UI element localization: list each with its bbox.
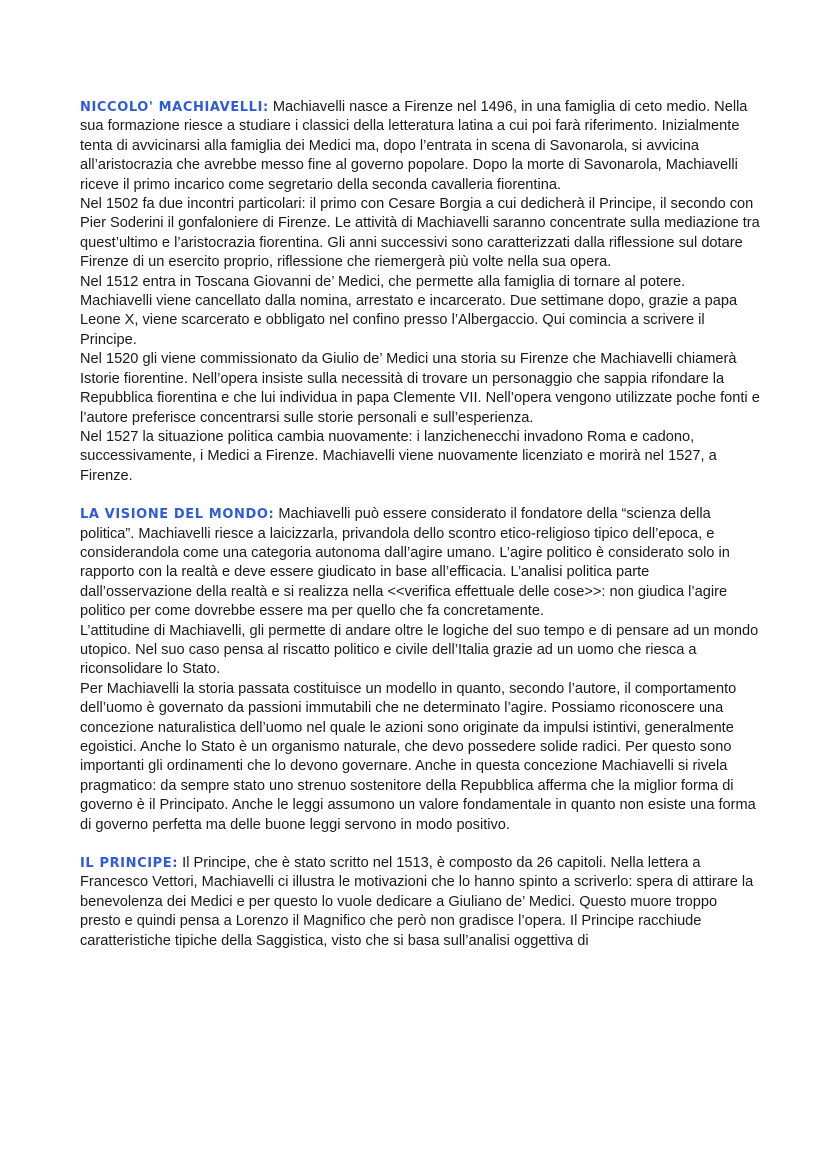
paragraph-text: Machiavelli nasce a Firenze nel 1496, in una famiglia di ceto medio. Nella sua formazione riesce a studiare i classici della letteratura latina a cui poi farà riferimento. Inizialmente tenta di avvicinarsi alla famiglia dei Medici ma, dopo l’entrata in scena di Savonarola, si avvicina all’aristocrazia che avrebbe messo fine al governo popolare. Dopo la morte di Savonarola, Machiavelli riceve il primo incarico come segretario della seconda cavalleria fiorentina. [80, 99, 748, 193]
paragraph: L’attitudine di Machiavelli, gli permette di andare oltre le logiche del suo tempo e di pensare ad un mondo utopico. Nel suo caso pensa al riscatto politico e civile dell’Italia grazie ad un uomo che riesca a riconsolidare lo Stato. [80, 622, 759, 678]
section-biografia [80, 98, 760, 486]
paragraph [80, 98, 760, 195]
paragraph: Nel 1520 gli viene commissionato da Giulio de’ Medici una storia su Firenze che Machiavelli chiamerà Istorie fiorentine. Nell’opera insiste sulla necessità di trovare un personaggio che sappia rifondare la Repubblica fiorentina e che lui individua in papa Clemente VII. Nell’opera vengono utilizzate poche fonti e l’autore preferisce concentrarsi sulle storie personali e sull’esperienza. [80, 351, 760, 426]
paragraph: Nel 1502 fa due incontri particolari: il primo con Cesare Borgia a cui dedicherà il Principe, il secondo con Pier Soderini il gonfaloniere di Firenze. Le attività di Machiavelli saranno concentrate sulla mediazione tra quest’ultimo e l’aristocrazia fiorentina. Gli anni successivi sono caratterizzati dalla riflessione sul dotare Firenze di un esercito proprio, riflessione che riemergerà più volte nella sua opera. [80, 196, 760, 271]
paragraph [80, 854, 760, 951]
paragraph-text: Il Principe, che è stato scritto nel 1513, è composto da 26 capitoli. Nella lettera a Francesco Vettori, Machiavelli ci illustra le motivazioni che lo hanno spinto a scriverlo: spera di attirare la benevolenza dei Medici e per questo lo vuole dedicare a Giuliano de’ Medici. Questo muore troppo presto e quindi pensa a Lorenzo il Magnifico che però non gradisce l’opera. Il Principe racchiude caratteristiche tipiche della Saggistica, visto che si basa sull’analisi oggettiva di [80, 855, 754, 949]
paragraph-text: Machiavelli può essere considerato il fondatore della “scienza della politica”. Machiavelli riesce a laicizzarla, privandola dello scontro etico-religioso tipico dell’epoca, e considerandola come una categoria autonoma dall’agire umano. L’agire politico è considerato solo in rapporto con la realtà e deve essere giudicato in base all’efficacia. L’analisi politica parte dall’osservazione della realtà e si realizza nella <<verifica effettuale delle cose>>: non giudica l’agire politico per come dovrebbe essere ma per quello che fa concretamente. [80, 506, 730, 620]
paragraph [80, 505, 760, 621]
section-heading: IL PRINCIPE: [80, 856, 179, 872]
section-heading: LA VISIONE DEL MONDO: [80, 507, 275, 523]
section-visione-del-mondo [80, 505, 760, 835]
paragraph: Per Machiavelli la storia passata costituisce un modello in quanto, secondo l’autore, il comportamento dell’uomo è governato da passioni immutabili che ne determinato l’agire. Possiamo riconoscere una concezione naturalistica dell’uomo nel quale le azioni sono originate da impulsi istintivi, generalmente egoistici. Anche lo Stato è un organismo naturale, che devo possedere solide radici. Per questo sono importanti gli ordinamenti che lo devono governare. Anche in questa concezione Machiavelli si rivela pragmatico: da sempre stato uno strenuo sostenitore della Repubblica afferma che la miglior forma di governo è il Principato. Anche le leggi assumono un valore fondamentale in quanto non esiste una forma di governo perfetta ma delle buone leggi servono in modo positivo. [80, 680, 756, 833]
section-il-principe [80, 854, 760, 951]
paragraph: Nel 1527 la situazione politica cambia nuovamente: i lanzichenecchi invadono Roma e cadono, successivamente, i Medici a Firenze. Machiavelli viene nuovamente licenziato e morirà nel 1527, a Firenze. [80, 428, 717, 484]
paragraph: Nel 1512 entra in Toscana Giovanni de’ Medici, che permette alla famiglia di tornare al potere. Machiavelli viene cancellato dalla nomina, arrestato e incarcerato. Due settimane dopo, grazie a papa Leone X, viene scarcerato e obbligato nel confino presso l’Albergaccio. Qui comincia a scrivere il Principe. [80, 273, 738, 348]
document-page [80, 98, 760, 970]
section-heading: NICCOLO' MACHIAVELLI: [80, 100, 269, 115]
